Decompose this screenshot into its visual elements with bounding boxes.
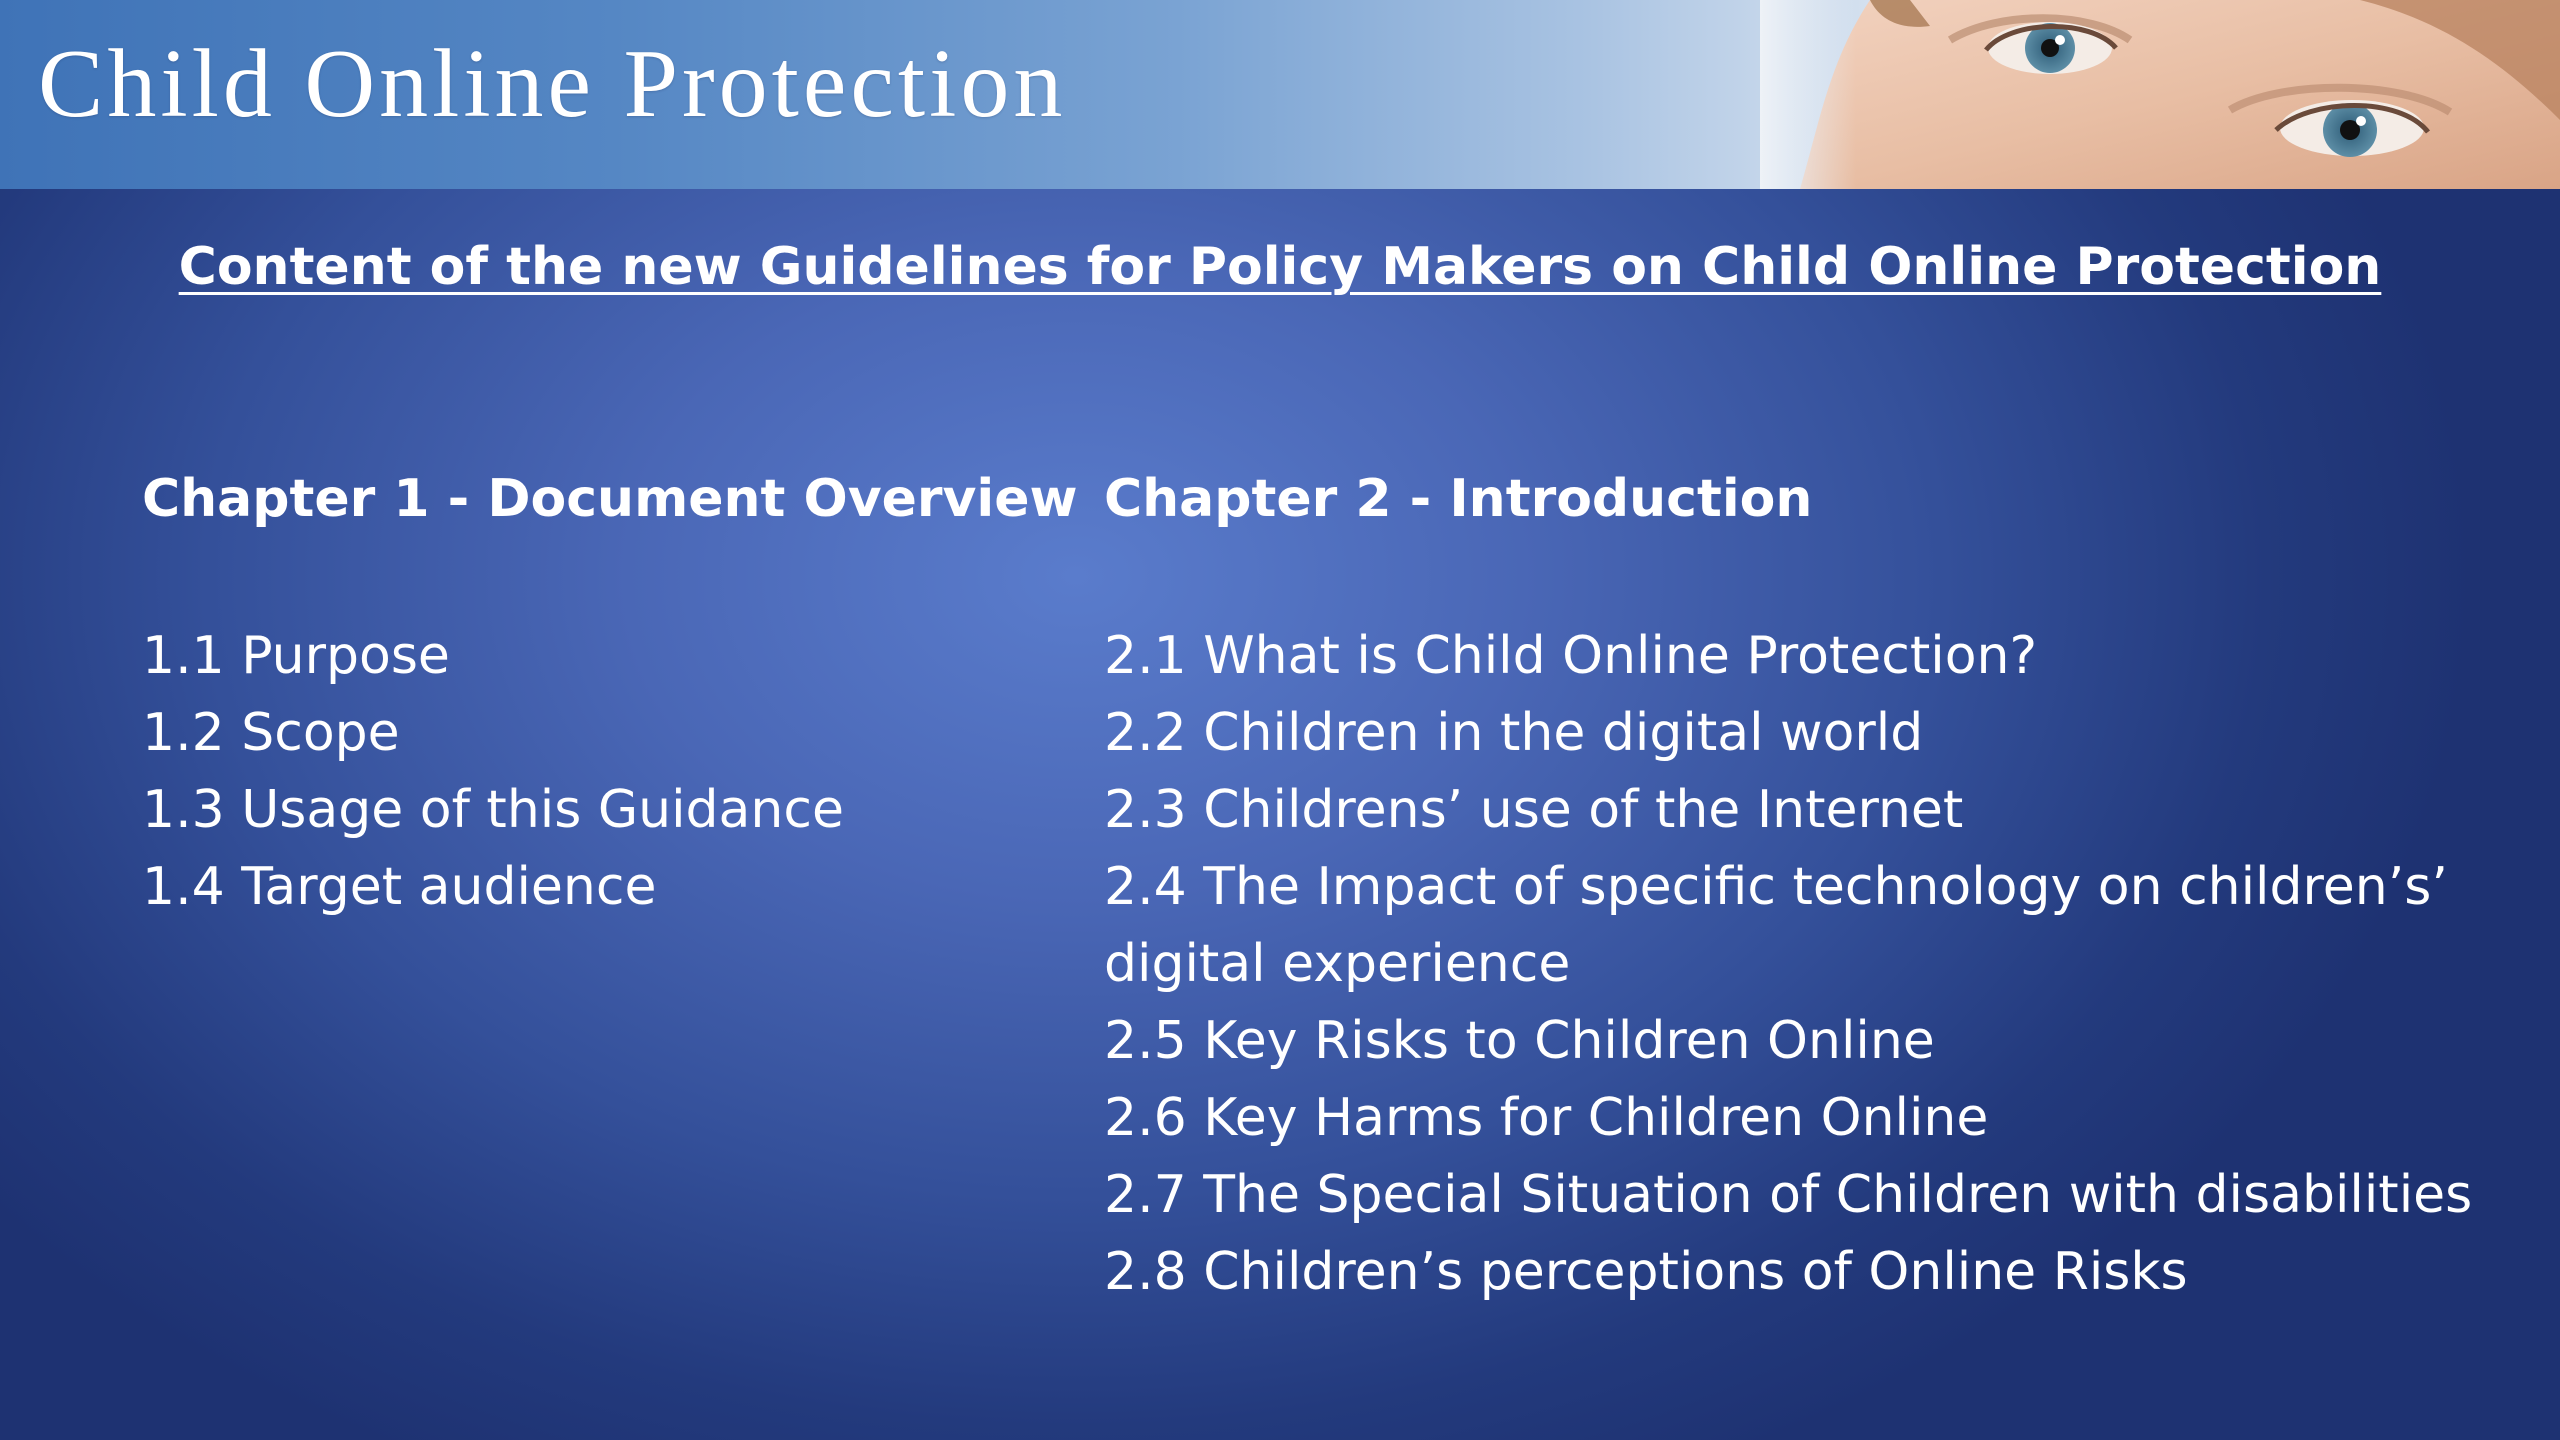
child-face-photo-icon xyxy=(1760,0,2560,189)
chapter-2-item: 2.5 Key Risks to Children Online xyxy=(1104,1011,1935,1071)
chapter-2-item: 2.4 The Impact of specific technology on children’s’ digital experience xyxy=(1104,857,2448,994)
chapter-1-item: 1.4 Target audience xyxy=(142,857,657,917)
header-banner xyxy=(0,0,2560,189)
chapter-2-item: 2.2 Children in the digital world xyxy=(1104,703,1924,763)
chapter-1-item: 1.2 Scope xyxy=(142,703,400,763)
chapter-2-item: 2.6 Key Harms for Children Online xyxy=(1104,1088,1989,1148)
chapter-2-title: Chapter 2 - Introduction xyxy=(1104,469,1813,529)
chapter-2-item: 2.3 Childrens’ use of the Internet xyxy=(1104,780,1964,840)
chapter-2-item: 2.1 What is Child Online Protection? xyxy=(1104,626,2038,686)
chapter-1-column xyxy=(142,464,1102,926)
chapter-1-item: 1.1 Purpose xyxy=(142,626,450,686)
chapter-1-item: 1.3 Usage of this Guidance xyxy=(142,780,844,840)
chapter-1-title: Chapter 1 - Document Overview xyxy=(142,469,1078,529)
chapter-2-column xyxy=(1104,464,2524,1311)
chapter-2-item: 2.7 The Special Situation of Children with disabilities xyxy=(1104,1165,2473,1225)
banner-title: Child Online Protection xyxy=(38,30,1067,138)
chapter-2-item: 2.8 Children’s perceptions of Online Risks xyxy=(1104,1242,2188,1302)
slide-heading: Content of the new Guidelines for Policy Makers on Child Online Protection xyxy=(178,237,2382,297)
